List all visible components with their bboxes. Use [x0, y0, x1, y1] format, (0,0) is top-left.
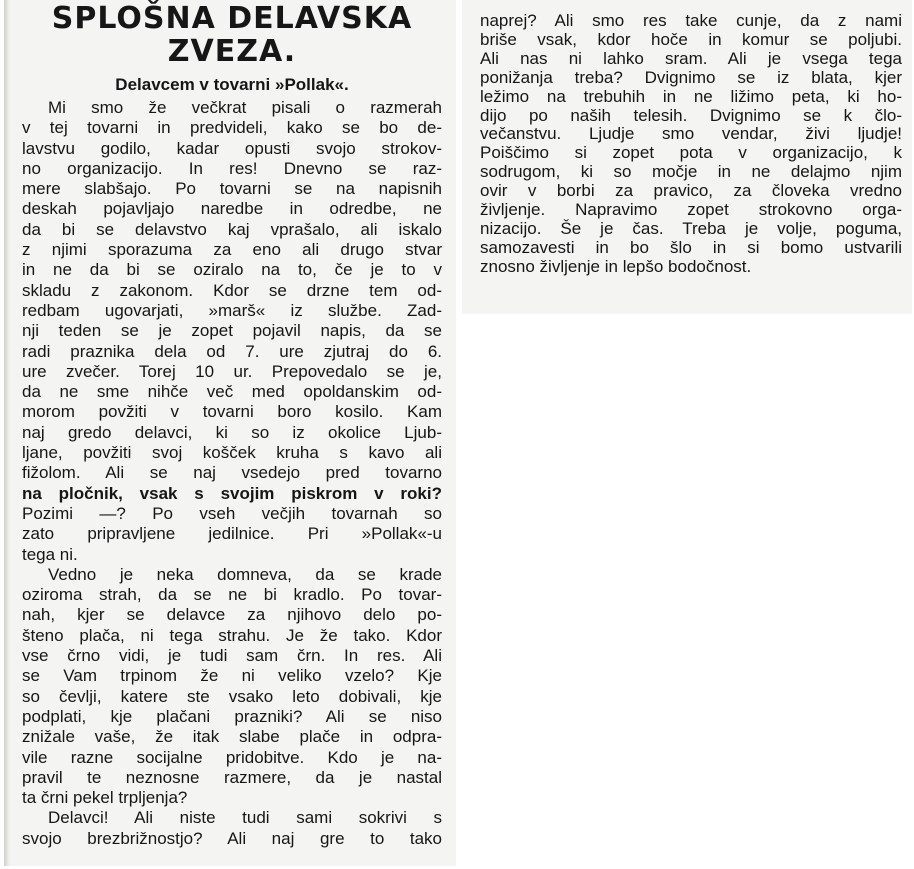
text-line: ta črni pekel trpljenja? [22, 788, 188, 808]
text-line: skladu z zakonom. Kdor se drzne tem od- [22, 280, 442, 300]
text-line: briše vsak, kdor hoče in komur se poljubi. [480, 29, 902, 49]
text-line: pravil te neznosne razmere, da je nastal [22, 767, 442, 787]
text-line: radi praznika dela od 7. ure zjutraj do 6. [22, 341, 442, 361]
text-line: znižale vaše, že itak slabe plače in odpra- [22, 727, 442, 747]
text-line: zato pripravljene jedilnice. Pri »Pollak«-u [22, 524, 442, 544]
text-line: redbam ugovarjati, »marš« iz službe. Zad- [22, 300, 442, 320]
text-line: podplati, kje plačani prazniki? Ali se niso [22, 706, 442, 726]
subhead: Delavcem v tovarni »Pollak«. [115, 75, 349, 94]
text-line: večanstvu. Ljudje smo vendar, živi ljudje! [480, 124, 902, 144]
text-line: vile razne socijalne pridobitve. Kdo je na- [22, 747, 442, 767]
text-line: da bi se delavstvo kaj vprašalo, ali iskalo [22, 219, 442, 239]
text-line: morom povžiti v tovarni boro kosilo. Kam [22, 402, 442, 422]
text-line: ljane, povžiti svoj košček kruha s kavo ali [22, 443, 442, 463]
headline [22, 2, 442, 68]
text-line: sodrugom, ki so močje in ne delajmo njim [480, 162, 902, 182]
text-line: mere slabšajo. Po tovarni se na napisnih [22, 179, 442, 199]
right-body-text [480, 12, 902, 277]
text-line: ležimo na trebuhih in ne ližimo peta, ki ho- [480, 86, 902, 106]
text-line: se Vam trpinom že ni veliko vzelo? Kje [22, 666, 442, 686]
text-line: Poiščimo si zopet pota v organizacijo, k [480, 143, 902, 163]
left-body-text [22, 98, 442, 849]
text-line: ovir v borbi za pravico, za človeka vredno [480, 181, 902, 201]
text-line: da ne sme nihče več med opoldanskim od- [22, 382, 442, 402]
text-line: oziroma strah, da se ne bi kradlo. Po tovar- [22, 585, 442, 605]
text-line: Mi smo že večkrat pisali o razmerah [48, 98, 442, 117]
text-line: samozavesti in bo šlo in si bomo ustvarili [480, 237, 902, 257]
text-line: tega ni. [22, 544, 78, 564]
text-line: ponižanja treba? Dvignimo se iz blata, kjer [480, 67, 902, 87]
headline-line-1: SPLOŠNA DELAVSKA [51, 1, 413, 36]
text-line: znosno življenje in lepšo bodočnost. [480, 256, 752, 276]
text-line: življenje. Napravimo zopet strokovno orga- [480, 200, 902, 220]
text-line: Ali nas ni lahko sram. Ali je vsega tega [480, 48, 902, 68]
text-line: Delavci! Ali niste tudi sami sokrivi s [48, 808, 442, 828]
text-line: deskah pojavljajo naredbe in odredbe, ne [22, 199, 442, 219]
text-line: lavstvu godilo, kadar opusti svojo strokov- [22, 138, 442, 158]
text-line: so čevlji, katere ste vsako leto dobivali, kje [22, 686, 442, 706]
text-line: in ne da bi se oziralo na to, če je to v [22, 260, 442, 280]
text-line: z njimi sporazuma za eno ali drugo stvar [22, 240, 442, 260]
right-column [462, 0, 912, 314]
text-line: no organizacijo. In res! Dnevno se raz- [22, 158, 442, 178]
text-line: na pločnik, vsak s svojim piskrom v roki? [22, 483, 442, 503]
text-line: Vedno je neka domneva, da se krade [48, 564, 442, 584]
text-line: nizacijo. Še je čas. Treba je volje, poguma, [480, 218, 902, 238]
text-line: svojo brezbrižnostjo? Ali naj gre to tako [22, 828, 442, 848]
text-line: nji teden se je zopet pojavil napis, da se [22, 321, 442, 341]
text-line: vse črno vidi, je tudi sam črn. In res. Ali [22, 646, 442, 666]
text-line: dijo po naših telesih. Dvignimo se k člo- [480, 105, 902, 125]
left-column [4, 0, 456, 866]
text-line: šteno plača, ni tega strahu. Je že tako. Kdor [22, 625, 442, 645]
text-line: nah, kjer se delavce za njihovo delo po- [22, 605, 442, 625]
text-line: naj gredo delavci, ki so iz okolice Ljub- [22, 422, 442, 442]
text-line: ure zvečer. Torej 10 ur. Prepovedalo se je, [22, 361, 442, 381]
text-line: fižolom. Ali se naj vsedejo pred tovarno [22, 463, 442, 483]
text-line: naprej? Ali smo res take cunje, da z nami [480, 11, 902, 30]
text-line: v tej tovarni in predvideli, kako se bo de- [22, 118, 442, 138]
headline-line-2: ZVEZA. [167, 34, 297, 69]
text-line: Pozimi —? Po vseh večjih tovarnah so [22, 503, 442, 523]
